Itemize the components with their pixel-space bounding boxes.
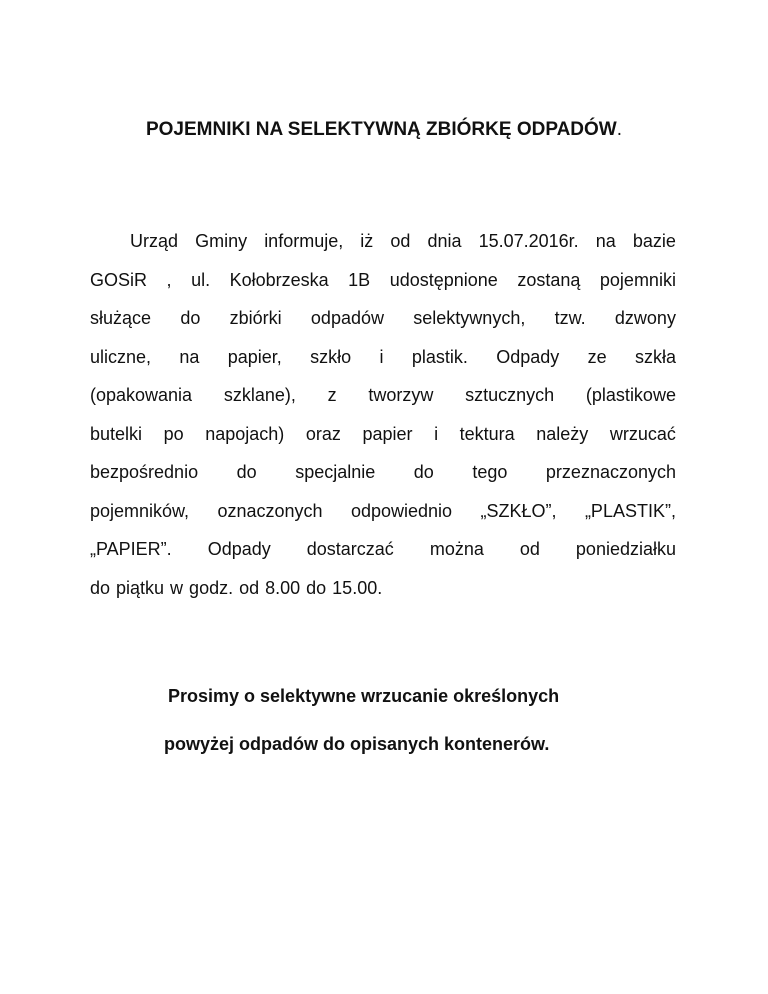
paragraph-line xyxy=(90,492,676,531)
word: i xyxy=(434,423,439,444)
title-period: . xyxy=(616,119,623,140)
word: szklane), xyxy=(223,385,296,405)
paragraph-line xyxy=(90,530,676,569)
word: 1B xyxy=(348,269,371,290)
word: do xyxy=(180,308,201,328)
closing-line: Prosimy o selektywne wrzucanie określonych xyxy=(168,686,560,706)
word: dnia xyxy=(427,231,462,251)
word: oraz xyxy=(305,423,341,444)
word: 15.07.2016r. xyxy=(478,231,579,251)
word: służące xyxy=(90,308,152,328)
word: ul. xyxy=(191,269,211,290)
paragraph-line xyxy=(90,453,676,492)
word: dzwony xyxy=(614,308,676,328)
word: odpadów xyxy=(310,308,384,328)
word: (opakowania xyxy=(90,385,193,405)
paragraph-line xyxy=(90,415,676,454)
paragraph-line xyxy=(90,261,676,300)
word: napojach) xyxy=(205,423,285,444)
word: można xyxy=(429,539,484,559)
word: po xyxy=(163,423,184,444)
word: do xyxy=(413,462,434,482)
word: informuje, xyxy=(264,231,344,251)
word: dostarczać xyxy=(306,539,394,559)
word: (plastikowe xyxy=(585,385,676,405)
word: plastik. xyxy=(411,346,468,367)
closing-request xyxy=(90,672,678,768)
word: od xyxy=(519,539,540,559)
word: poniedziałku xyxy=(575,539,676,559)
word: zbiórki xyxy=(229,308,282,328)
paragraph-line xyxy=(90,222,676,261)
closing-line: powyżej odpadów do opisanych kontenerów. xyxy=(164,734,550,754)
word: należy xyxy=(536,423,589,444)
word: przeznaczonych xyxy=(545,462,676,482)
word: Urząd xyxy=(130,231,179,251)
word: selektywnych, xyxy=(413,308,526,328)
word: specjalnie xyxy=(295,462,376,482)
word: Gminy xyxy=(195,231,248,251)
word: tworzyw xyxy=(368,385,434,405)
word: papier xyxy=(362,423,413,444)
word: wrzucać xyxy=(609,423,676,444)
word: papier, xyxy=(227,346,282,367)
word: odpowiednio xyxy=(350,500,453,521)
word: Kołobrzeska xyxy=(229,269,329,290)
paragraph-line xyxy=(90,338,676,377)
word: oznaczonych xyxy=(217,500,323,521)
paragraph-line xyxy=(90,376,676,415)
word: sztucznych xyxy=(465,385,555,405)
word: bazie xyxy=(632,231,676,251)
word: tego xyxy=(472,462,508,482)
word: „PAPIER”. xyxy=(90,539,172,559)
word: udostępnione xyxy=(389,269,498,290)
word: Odpady xyxy=(207,539,271,559)
word: uliczne, xyxy=(90,346,152,367)
word: do xyxy=(236,462,257,482)
title-text: POJEMNIKI NA SELEKTYWNĄ ZBIÓRKĘ ODPADÓW xyxy=(145,119,617,140)
word: bezpośrednio xyxy=(90,462,199,482)
paragraph-last-line: do piątku w godz. od 8.00 do 15.00. xyxy=(90,577,383,598)
word: pojemników, xyxy=(90,500,190,521)
word: , xyxy=(166,269,172,290)
word: od xyxy=(390,231,411,251)
word: GOSiR xyxy=(90,269,148,290)
word: ze xyxy=(587,346,607,367)
word: tektura xyxy=(459,423,515,444)
word: szkła xyxy=(634,346,676,367)
announcement-paragraph xyxy=(90,222,676,607)
word: na xyxy=(595,231,616,251)
word: na xyxy=(179,346,200,367)
word: „SZKŁO”, xyxy=(480,500,557,521)
word: tzw. xyxy=(554,308,586,328)
word: pojemniki xyxy=(599,269,676,290)
paragraph-line xyxy=(90,299,676,338)
word: Odpady xyxy=(496,346,560,367)
word: butelki xyxy=(90,423,143,444)
document-title xyxy=(90,118,678,142)
word: szkło xyxy=(310,346,352,367)
word: z xyxy=(327,385,337,405)
word: iż xyxy=(360,231,374,251)
word: „PLASTIK”, xyxy=(584,500,676,521)
word: zostaną xyxy=(517,269,581,290)
word: i xyxy=(379,346,384,367)
